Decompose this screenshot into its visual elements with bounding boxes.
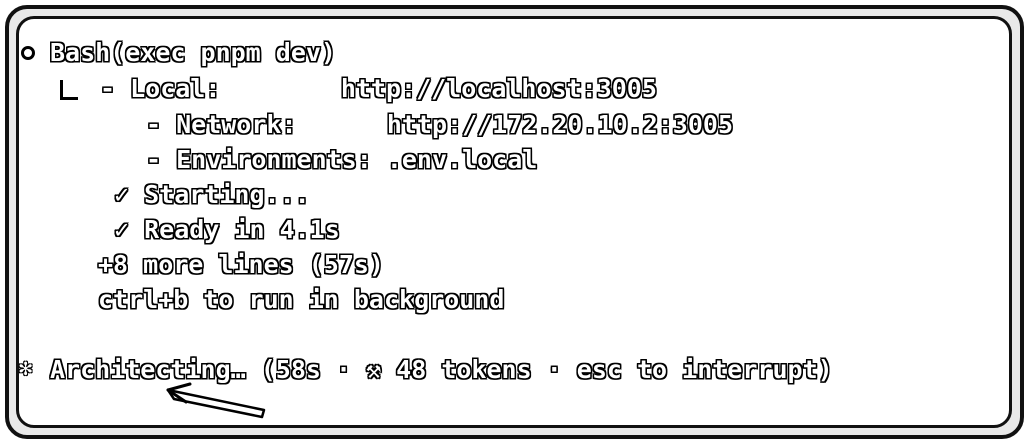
output-line-starting: ✓ Starting...	[114, 180, 310, 209]
tool-call-title: Bash(exec pnpm dev)	[50, 38, 336, 67]
more-lines-toggle[interactable]: +8 more lines (57s)	[98, 250, 384, 279]
sparkle-icon: ✻	[19, 356, 33, 381]
output-line-local: - Local: http://localhost:3005	[100, 74, 657, 103]
output-line-ready: ✓ Ready in 4.1s	[114, 215, 340, 244]
circle-icon	[21, 46, 35, 60]
output-line-environments: - Environments: .env.local	[146, 145, 538, 174]
status-line: Architecting… (58s · ⚒ 48 tokens · esc to interrupt)	[50, 355, 833, 384]
arrow-icon	[160, 380, 275, 420]
elbow-connector-icon	[60, 80, 78, 100]
output-line-network: - Network: http://172.20.10.2:3005	[146, 110, 733, 139]
background-hint: ctrl+b to run in background	[98, 285, 505, 314]
